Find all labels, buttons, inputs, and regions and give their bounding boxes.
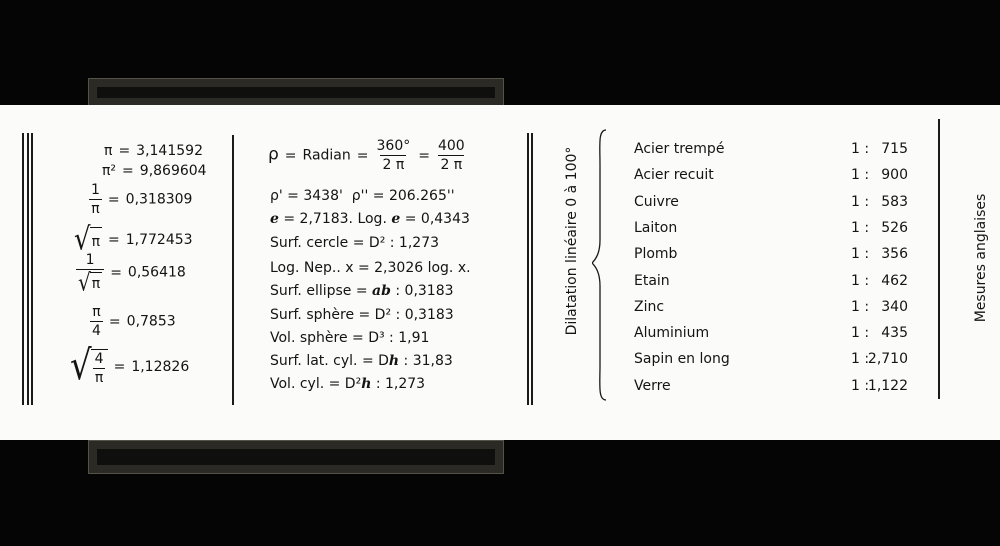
material-name: Acier recuit [634, 167, 714, 184]
material-ratio-value: 900 [881, 167, 908, 184]
divider-right-b [531, 133, 533, 405]
material-ratio-prefix: 1 : [851, 272, 870, 289]
material-ratio-prefix: 1 : [851, 325, 870, 342]
formula-rho-prime: ρ' = 3438' ρ'' = 206.265'' [270, 188, 455, 204]
material-name: Aluminium [634, 325, 710, 342]
slide-rule-rail-top [88, 78, 504, 107]
brace [592, 125, 612, 405]
material-name: Plomb [634, 246, 678, 263]
formula-radian: ρ = Radian = $\frac{360^\circ}{2 \pi}$ = $\frac{400}{2 \pi}$ [268, 138, 465, 173]
formula-surf-ellipse: Surf. ellipse = ab : 0,3183 [270, 283, 454, 299]
formula-surf-sphere: Surf. sphère = D² : 0,3183 [270, 307, 454, 323]
reference-slip [0, 105, 1000, 440]
formula-vol-sphere: Vol. sphère = D³ : 1,91 [270, 330, 430, 346]
material-ratio-value: 2,710 [867, 351, 908, 368]
formula-sqrt-pi: √ π = 1,772453 [74, 222, 193, 258]
material-ratio-value: 526 [881, 219, 908, 236]
material-ratio-value: 1,122 [867, 377, 908, 394]
formula-log-nep: Log. Nep.. x = 2,3026 log. x. [270, 260, 471, 276]
divider-mid-a [232, 135, 234, 405]
material-ratio-prefix: 1 : [851, 246, 870, 263]
divider-far-right [938, 119, 940, 399]
formula-sqrt-four-over-pi: √ $\frac{4}{\pi}$ = 1,12826 [70, 341, 190, 390]
material-ratio-prefix: 1 : [851, 141, 870, 157]
material-name: Zinc [634, 298, 665, 315]
material-ratio-value: 435 [881, 325, 908, 342]
mesures-anglaises-label: Mesures anglaises [973, 193, 989, 323]
material-ratio-value: 715 [881, 141, 908, 157]
material-name: Laiton [634, 219, 678, 236]
formula-inverse-sqrt-pi: 1 √ π = 0,56418 [78, 252, 186, 297]
formula-vol-cyl: Vol. cyl. = D²h : 1,273 [270, 376, 426, 392]
material-ratio-prefix: 1 : [851, 351, 870, 368]
material-ratio-value: 583 [881, 193, 908, 210]
material-name: Verre [634, 377, 671, 394]
material-ratio-prefix: 1 : [851, 298, 870, 315]
material-ratio-prefix: 1 : [851, 219, 870, 236]
divider-left-double-c [31, 133, 33, 405]
material-ratio-value: 340 [881, 298, 908, 315]
material-name: Acier trempé [634, 141, 725, 157]
material-name: Cuivre [634, 193, 679, 210]
divider-left-double-a [22, 133, 24, 405]
slide-rule-rail-bottom [88, 440, 504, 474]
material-ratio-prefix: 1 : [851, 193, 870, 210]
divider-left-double-b [27, 133, 29, 405]
formula-pi-squared: π² = 9,869604 [102, 163, 207, 179]
material-name: Etain [634, 272, 670, 289]
material-ratio-value: 356 [881, 246, 908, 263]
formula-pi: π = 3,141592 [104, 143, 203, 159]
material-ratio-prefix: 1 : [851, 377, 870, 394]
material-ratio-value: 462 [881, 272, 908, 289]
formula-surf-lat-cyl: Surf. lat. cyl. = Dh : 31,83 [270, 353, 453, 369]
material-name: Sapin en long [634, 351, 730, 368]
formula-inverse-pi: $\frac{1}{\pi}$ = 0,318309 [91, 182, 193, 217]
formula-e: e = 2,7183. Log. e = 0,4343 [270, 211, 470, 227]
formula-surf-cercle: Surf. cercle = D² : 1,273 [270, 235, 440, 251]
formula-pi-over-four: $\frac{\pi}{4}$ = 0,7853 [92, 304, 176, 339]
dilatation-label: Dilatation linéaire 0 à 100° [564, 146, 580, 336]
material-ratio-prefix: 1 : [851, 167, 870, 184]
divider-right-a [527, 133, 529, 405]
